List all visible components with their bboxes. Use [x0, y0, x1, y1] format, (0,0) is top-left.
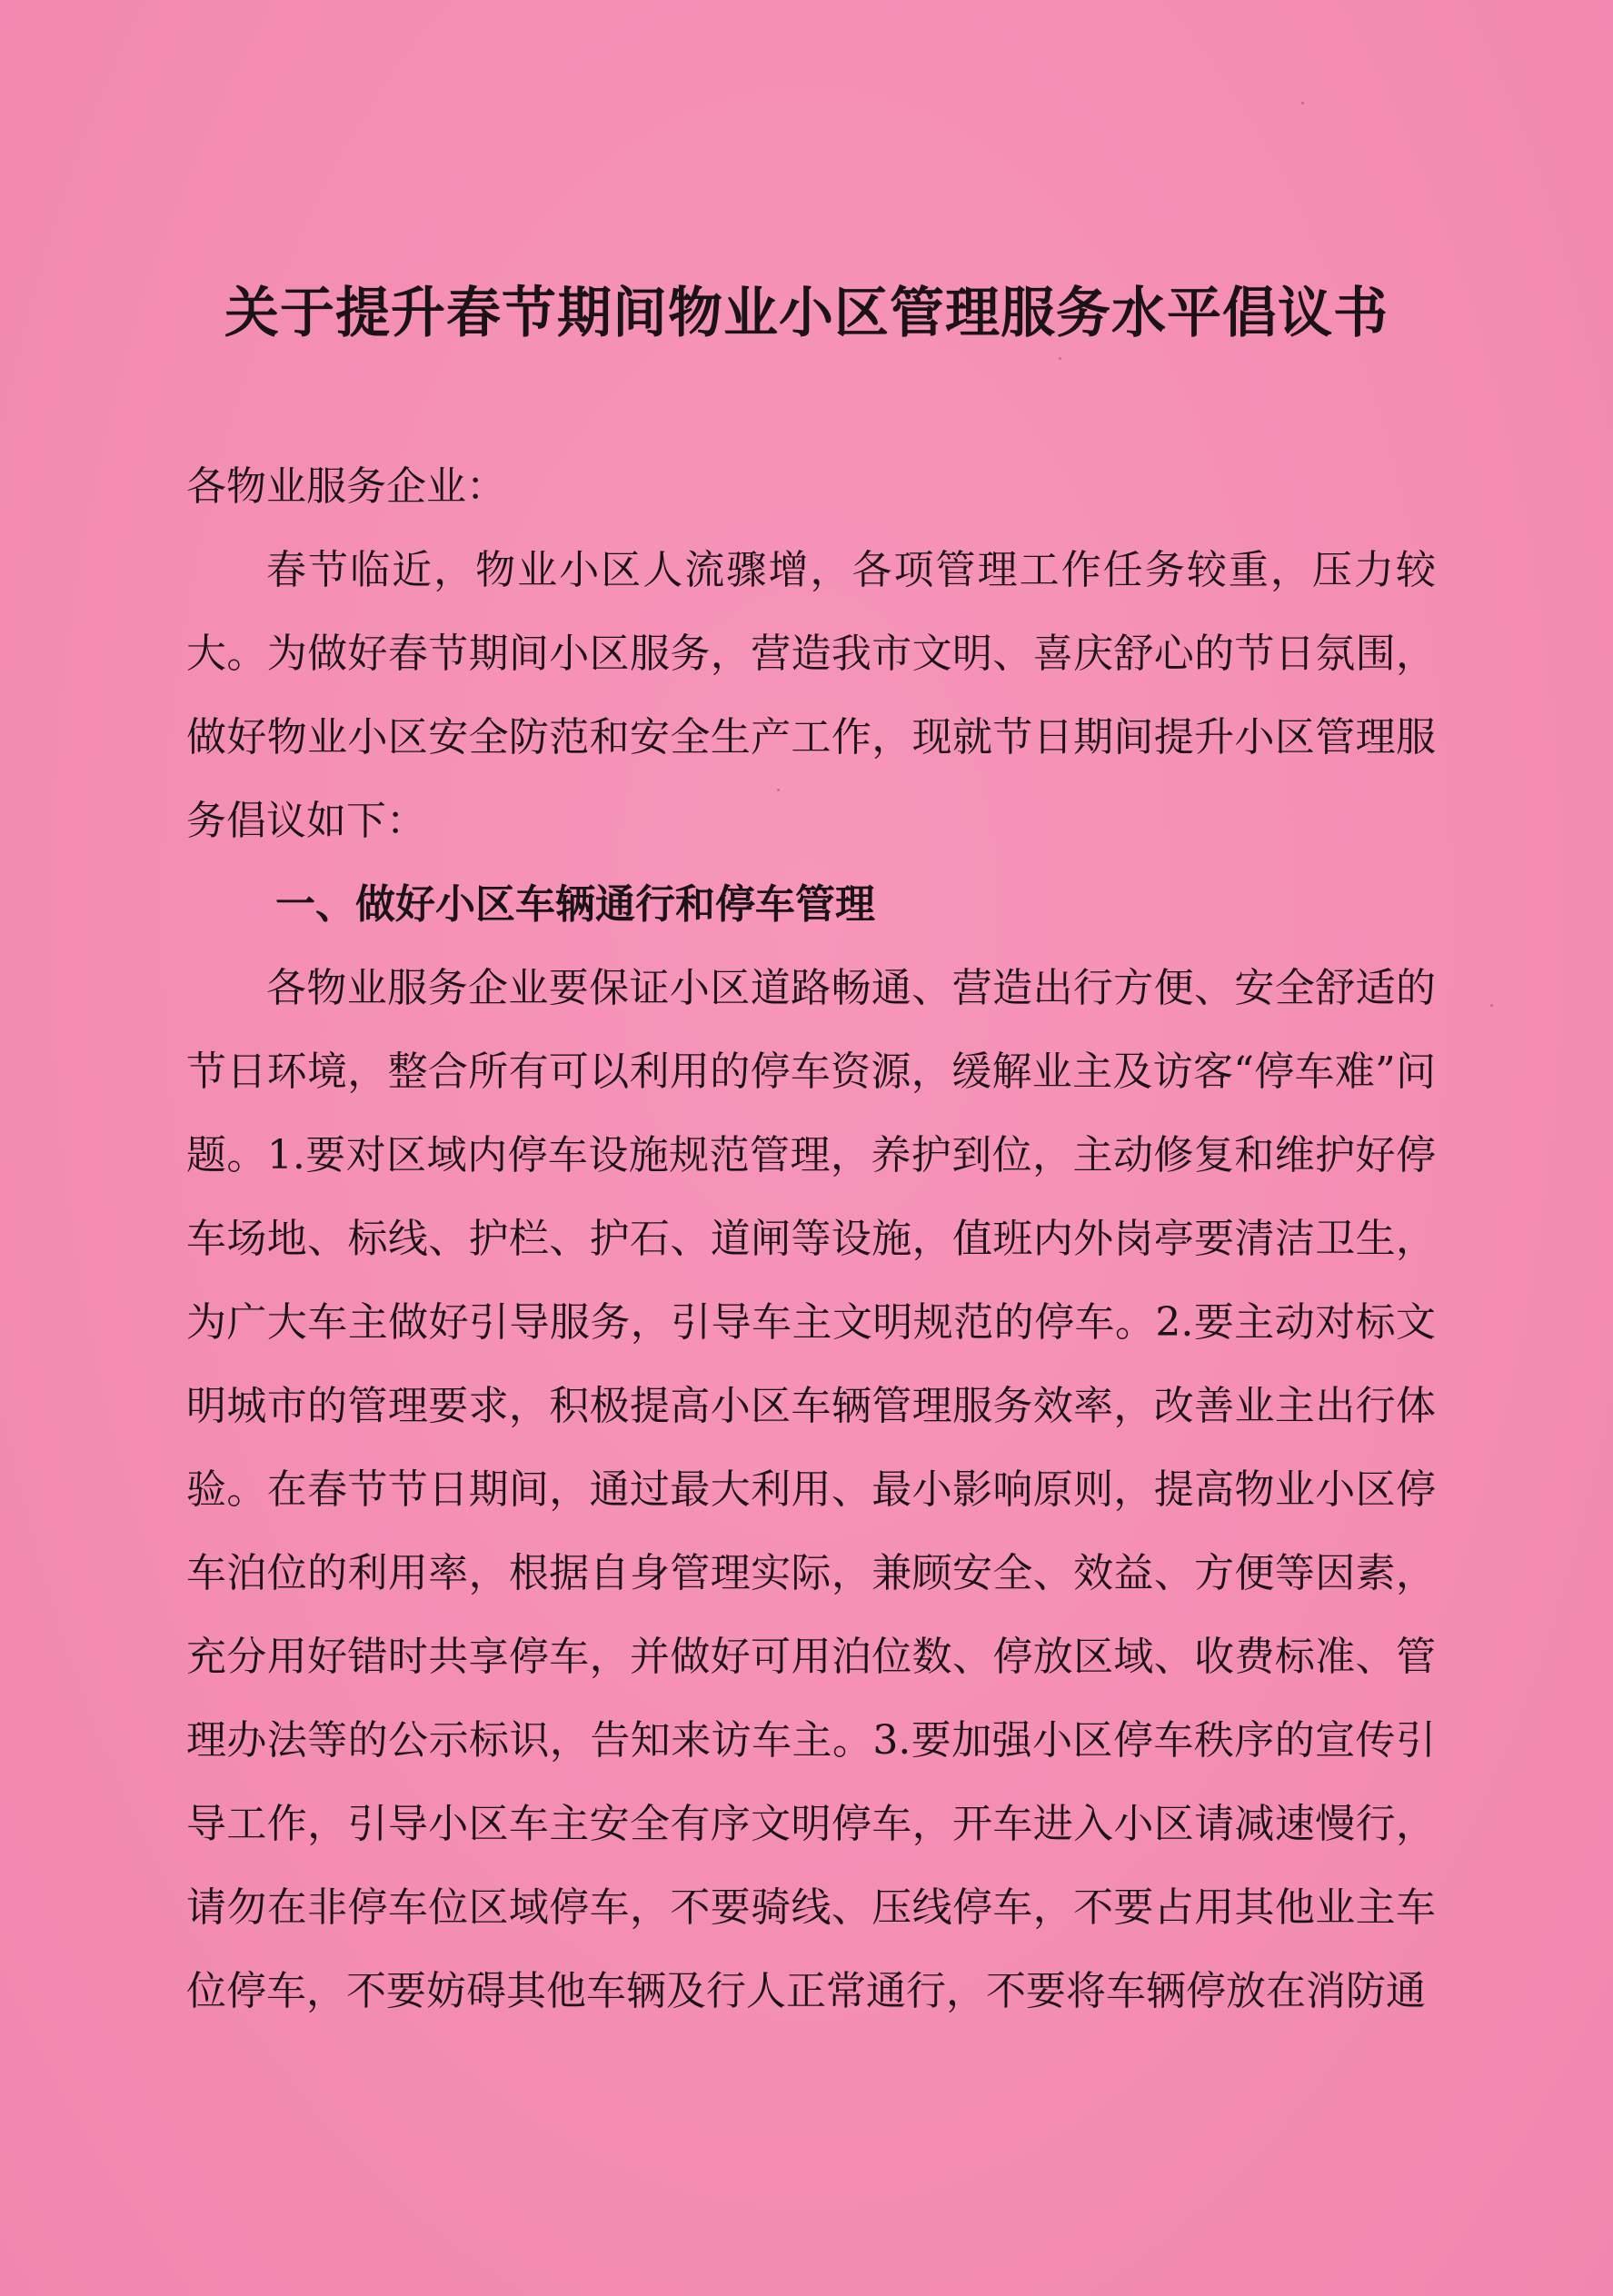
section-1-paragraph: 各物业服务企业要保证小区道路畅通、营造出行方便、安全舒适的节日环境，整合所有可以利用的停车资源，缓解业主及访客“停车难”问题。1.要对区域内停车设施规范管理，养护到位，主动修复和维护好停车场地、标线、护栏、护石、道闸等设施，值班内外岗亭要清洁卫生，为广大车主做好引导服务，引导车主文明规范的停车。2.要主动对标文明城市的管理要求，积极提高小区车辆管理服务效率，改善业主出行体验。在春节节日期间，通过最大利用、最小影响原则，提高物业小区停车泊位的利用率，根据自身管理实际，兼顾安全、效益、方便等因素，充分用好错时共享停车，并做好可用泊位数、停放区域、收费标准、管理办法等的公示标识，告知来访车主。3.要加强小区停车秩序的宣传引导工作，引导小区车主安全有序文明停车，开车进入小区请减速慢行，请勿在非停车位区域停车，不要骑线、压线停车，不要占用其他业主车位停车，不要妨碍其他车辆及行人正常通行，不要将车辆停放在消防通: [186, 965, 1436, 2014]
document-body: [186, 445, 1436, 2033]
paper-speck: [1490, 1004, 1493, 1007]
paper-speck: [1301, 102, 1304, 104]
intro-paragraph: 春节临近，物业小区人流骤增，各项管理工作任务较重，压力较大。为做好春节期间小区服务，营造我市文明、喜庆舒心的节日氛围，做好物业小区安全防范和安全生产工作，现就节日期间提升小区管理服务倡议如下：: [186, 547, 1436, 844]
salutation: 各物业服务企业：: [186, 463, 506, 510]
paper-speck: [777, 789, 780, 791]
section-heading-1: 一、做好小区车辆通行和停车管理: [275, 881, 875, 928]
document-title: 关于提升春节期间物业小区管理服务水平倡议书: [224, 282, 1389, 345]
paper-speck: [1059, 357, 1061, 360]
